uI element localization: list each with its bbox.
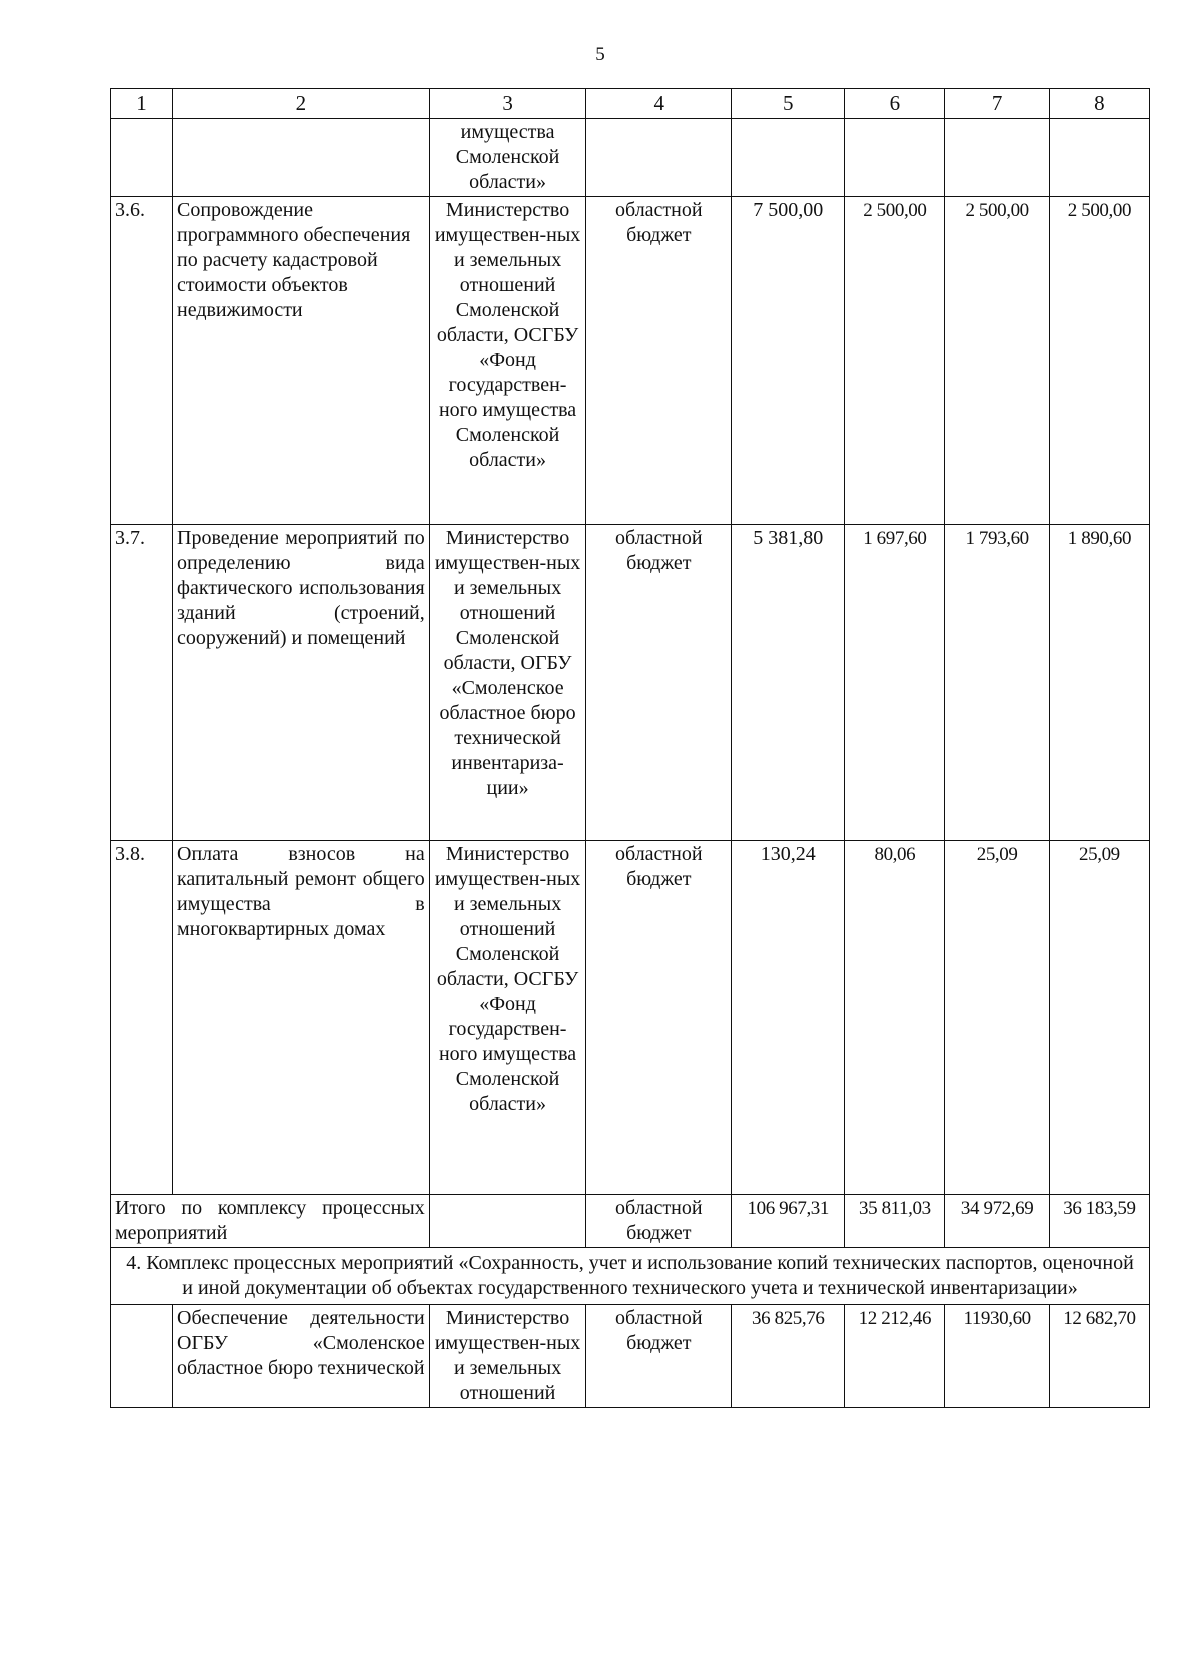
row-year-1: 1 697,60 <box>845 525 945 841</box>
header-col-8: 8 <box>1049 89 1149 119</box>
summary-funding-source: областной бюджет <box>586 1195 732 1248</box>
cell-empty <box>586 119 732 197</box>
row-year-2: 11930,60 <box>945 1305 1049 1408</box>
row-total: 130,24 <box>732 841 845 1195</box>
row-year-1: 12 212,46 <box>845 1305 945 1408</box>
header-col-5: 5 <box>732 89 845 119</box>
table-row <box>111 1305 1150 1408</box>
row-executor: Министерство имуществен-ных и земельных отношений <box>429 1305 586 1408</box>
row-activity-name: Оплата взносов на капитальный ремонт общего имущества в многоквартирных домах <box>173 841 430 1195</box>
cell-empty <box>945 119 1049 197</box>
cell-empty <box>111 119 173 197</box>
row-funding-source: областной бюджет <box>586 1305 732 1408</box>
budget-table-container <box>110 88 1150 1408</box>
row-executor: Министерство имуществен-ных и земельных отношений Смоленской области, ОСГБУ «Фонд государствен-ного имущества Смоленской области» <box>429 197 586 525</box>
header-col-4: 4 <box>586 89 732 119</box>
section-4-title: 4. Комплекс процессных мероприятий «Сохранность, учет и использование копий технических паспортов, оценочной и иной документации об объектах государственного технического учета и технической инвентаризации» <box>111 1248 1150 1305</box>
continuation-row <box>111 119 1150 197</box>
row-number: 3.8. <box>111 841 173 1195</box>
table-row <box>111 525 1150 841</box>
row-funding-source: областной бюджет <box>586 841 732 1195</box>
row-funding-source: областной бюджет <box>586 197 732 525</box>
row-year-3: 2 500,00 <box>1049 197 1149 525</box>
row-funding-source: областной бюджет <box>586 525 732 841</box>
cell-empty <box>429 1195 586 1248</box>
section-heading-row <box>111 1248 1150 1305</box>
table-row <box>111 197 1150 525</box>
row-number <box>111 1305 173 1408</box>
row-total: 5 381,80 <box>732 525 845 841</box>
row-activity-name: Сопровождение программного обеспечения по расчету кадастровой стоимости объектов недвижимости <box>173 197 430 525</box>
row-executor: Министерство имуществен-ных и земельных отношений Смоленской области, ОСГБУ «Фонд государствен-ного имущества Смоленской области» <box>429 841 586 1195</box>
row-total: 36 825,76 <box>732 1305 845 1408</box>
row-year-2: 25,09 <box>945 841 1049 1195</box>
row-activity-name: Обеспечение деятельности ОГБУ «Смоленское областное бюро технической <box>173 1305 430 1408</box>
row-year-1: 2 500,00 <box>845 197 945 525</box>
summary-row <box>111 1195 1150 1248</box>
row-activity-name: Проведение мероприятий по определению вида фактического использования зданий (строений, сооружений) и помещений <box>173 525 430 841</box>
header-col-1: 1 <box>111 89 173 119</box>
row-year-2: 1 793,60 <box>945 525 1049 841</box>
cell-empty <box>173 119 430 197</box>
row-executor: Министерство имуществен-ных и земельных отношений Смоленской области, ОГБУ «Смоленское областное бюро технической инвентариза-ции» <box>429 525 586 841</box>
row-number: 3.6. <box>111 197 173 525</box>
cell-empty <box>845 119 945 197</box>
summary-year-1: 35 811,03 <box>845 1195 945 1248</box>
summary-label: Итого по комплексу процессных мероприятий <box>111 1195 430 1248</box>
row-year-3: 1 890,60 <box>1049 525 1149 841</box>
header-col-3: 3 <box>429 89 586 119</box>
row-number: 3.7. <box>111 525 173 841</box>
continuation-executor: имущества Смоленской области» <box>429 119 586 197</box>
header-col-7: 7 <box>945 89 1049 119</box>
header-col-2: 2 <box>173 89 430 119</box>
row-year-3: 25,09 <box>1049 841 1149 1195</box>
summary-year-2: 34 972,69 <box>945 1195 1049 1248</box>
header-col-6: 6 <box>845 89 945 119</box>
budget-table <box>110 88 1150 1408</box>
table-row <box>111 841 1150 1195</box>
summary-total: 106 967,31 <box>732 1195 845 1248</box>
header-row <box>111 89 1150 119</box>
row-year-1: 80,06 <box>845 841 945 1195</box>
row-total: 7 500,00 <box>732 197 845 525</box>
cell-empty <box>1049 119 1149 197</box>
summary-year-3: 36 183,59 <box>1049 1195 1149 1248</box>
page-number: 5 <box>595 44 605 65</box>
row-year-2: 2 500,00 <box>945 197 1049 525</box>
cell-empty <box>732 119 845 197</box>
row-year-3: 12 682,70 <box>1049 1305 1149 1408</box>
